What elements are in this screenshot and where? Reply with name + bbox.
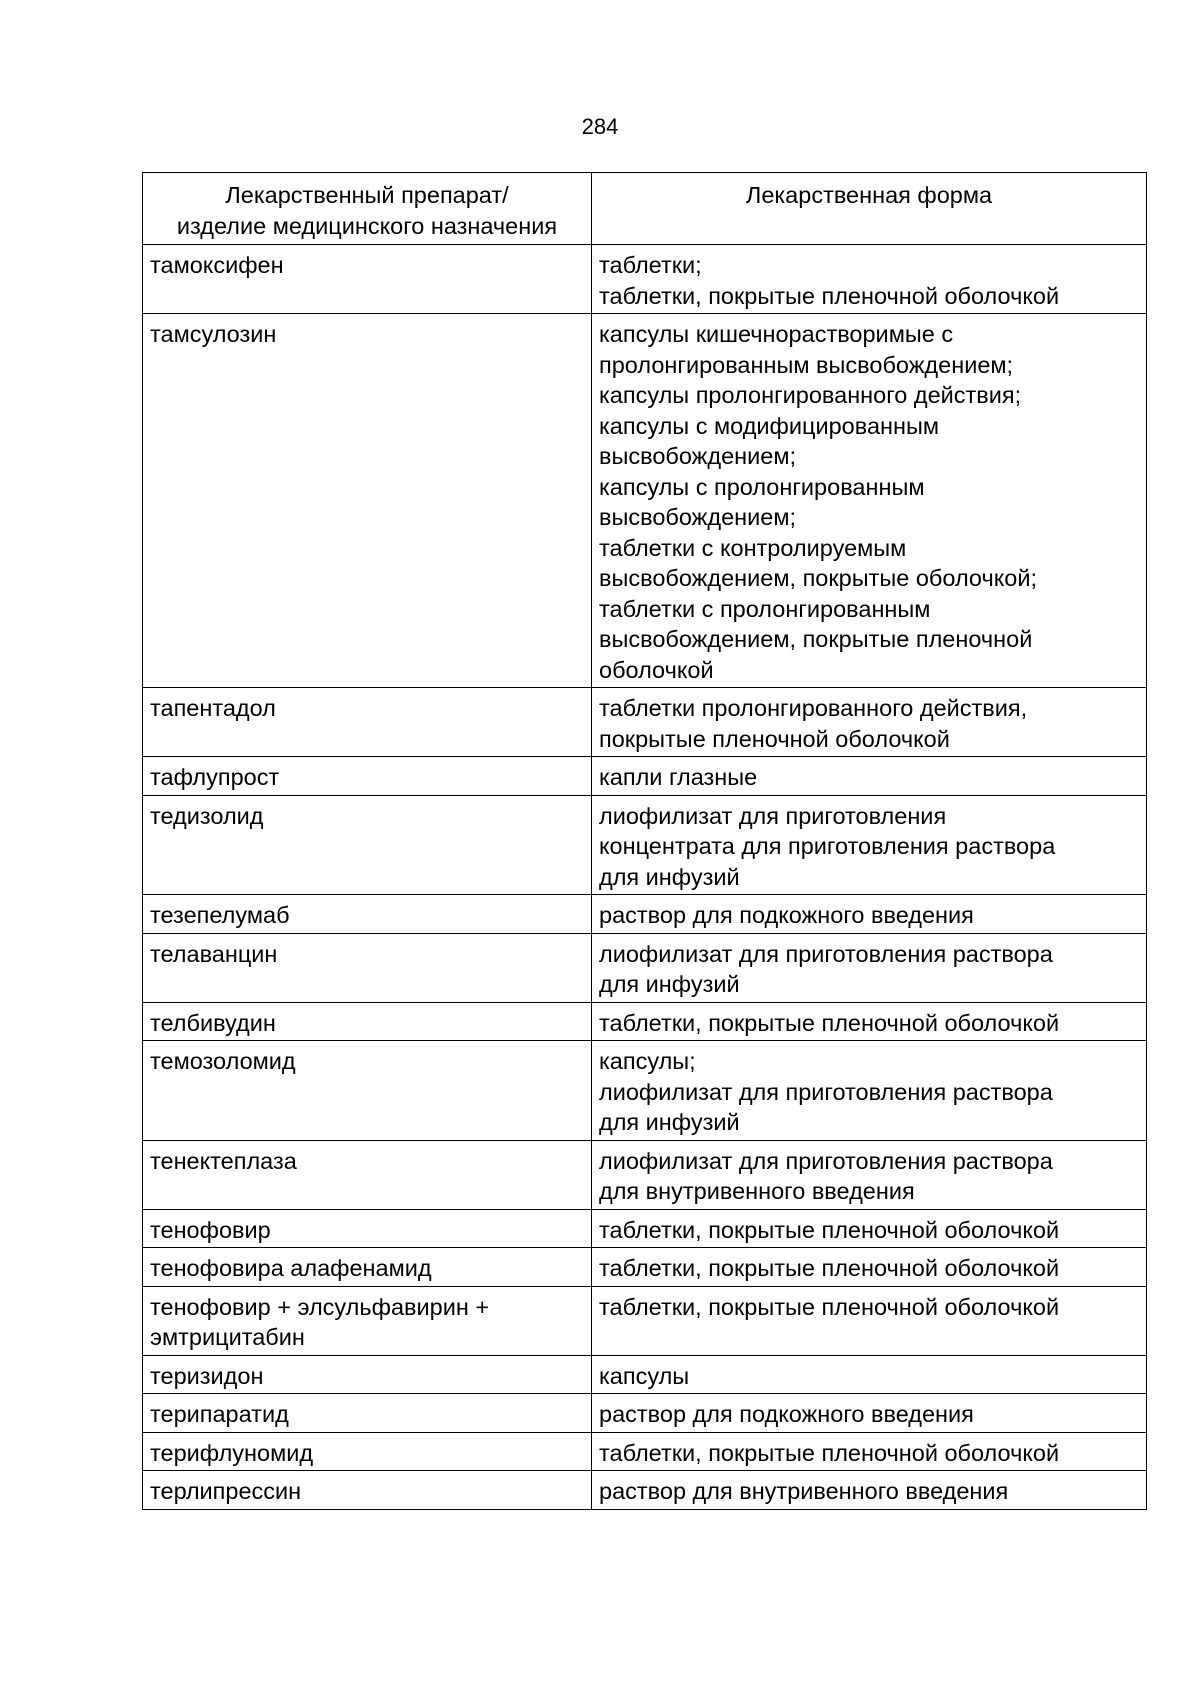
dosage-form-line: капсулы с модифицированным	[599, 412, 940, 439]
dosage-form-cell	[592, 795, 1147, 895]
dosage-form-line: таблетки, покрытые пленочной оболочкой	[599, 282, 1060, 309]
dosage-form-line: высвобождением, покрытые пленочной	[599, 626, 1033, 652]
dosage-form-line: таблетки;	[599, 252, 702, 278]
drug-name-cell	[143, 1286, 592, 1355]
header-drug	[143, 173, 592, 245]
dosage-form-line: таблетки пролонгированного действия,	[599, 695, 1028, 721]
dosage-form-line: капсулы пролонгированного действия;	[599, 382, 1022, 408]
dosage-form-line: капсулы;	[599, 1048, 696, 1074]
table-row	[143, 1140, 1147, 1209]
drug-name-line: тенофовира алафенамид	[150, 1255, 432, 1281]
drug-name-cell	[143, 1471, 592, 1510]
drug-name-cell	[143, 245, 592, 314]
dosage-form-cell	[592, 1355, 1147, 1394]
drug-name-line: тенофовир	[150, 1216, 271, 1243]
drug-name-cell	[143, 895, 592, 934]
dosage-form-cell	[592, 933, 1147, 1002]
dosage-form-cell	[592, 688, 1147, 757]
dosage-form-line: лиофилизат для приготовления раствора	[599, 940, 1053, 967]
page-number: 284	[581, 114, 619, 139]
drug-name-line: тедизолид	[150, 802, 264, 829]
drug-name-cell	[143, 1355, 592, 1394]
drug-name-cell	[143, 1041, 592, 1141]
table-row	[143, 314, 1147, 688]
drug-name-line: эмтрицитабин	[150, 1324, 305, 1350]
dosage-form-line: лиофилизат для приготовления	[599, 802, 947, 829]
dosage-form-line: таблетки, покрытые пленочной оболочкой	[599, 1255, 1060, 1281]
table-row	[143, 1209, 1147, 1248]
drug-name-cell	[143, 1394, 592, 1433]
drug-table	[142, 172, 1147, 1510]
table-row	[143, 1432, 1147, 1471]
dosage-form-line: высвобождением, покрытые оболочкой;	[599, 565, 1037, 591]
dosage-form-line: таблетки, покрытые пленочной оболочкой	[599, 1009, 1060, 1036]
table-row	[143, 895, 1147, 934]
dosage-form-line: высвобождением;	[599, 443, 797, 469]
drug-name-cell	[143, 1002, 592, 1041]
drug-name-line: терипаратид	[150, 1401, 289, 1427]
dosage-form-line: таблетки с пролонгированным	[599, 595, 931, 622]
dosage-form-cell	[592, 1471, 1147, 1510]
drug-name-line: телбивудин	[150, 1009, 276, 1036]
drug-name-line: телаванцин	[150, 940, 278, 967]
drug-name-line: тенектеплаза	[150, 1147, 297, 1174]
dosage-form-line: концентрата для приготовления раствора	[599, 833, 1056, 859]
dosage-form-line: высвобождением;	[599, 504, 797, 530]
drug-name-line: темозоломид	[150, 1048, 296, 1074]
drug-name-cell	[143, 933, 592, 1002]
drug-name-cell	[143, 688, 592, 757]
drug-name-line: тафлупрост	[150, 764, 280, 790]
dosage-form-cell	[592, 1286, 1147, 1355]
dosage-form-line: оболочкой	[599, 656, 714, 683]
dosage-form-cell	[592, 757, 1147, 796]
dosage-form-cell	[592, 1140, 1147, 1209]
table-header-row	[143, 173, 1147, 245]
dosage-form-cell	[592, 1209, 1147, 1248]
dosage-form-line: для внутривенного введения	[599, 1178, 915, 1204]
dosage-form-line: для инфузий	[599, 971, 740, 997]
drug-name-line: тамоксифен	[150, 252, 284, 278]
dosage-form-line: капли глазные	[599, 764, 758, 790]
dosage-form-line: пролонгированным высвобождением;	[599, 351, 1014, 378]
table-row	[143, 795, 1147, 895]
table-body	[143, 245, 1147, 1510]
table-row	[143, 1041, 1147, 1141]
table-row	[143, 1471, 1147, 1510]
drug-name-cell	[143, 1140, 592, 1209]
drug-name-line: терифлуномид	[150, 1439, 314, 1466]
drug-name-cell	[143, 795, 592, 895]
dosage-form-cell	[592, 314, 1147, 688]
drug-name-line: тенофовир + элсульфавирин +	[150, 1293, 490, 1320]
drug-name-cell	[143, 314, 592, 688]
dosage-form-cell	[592, 895, 1147, 934]
dosage-form-line: лиофилизат для приготовления раствора	[599, 1147, 1053, 1174]
table-row	[143, 1355, 1147, 1394]
dosage-form-line: раствор для подкожного введения	[599, 902, 974, 928]
dosage-form-cell	[592, 1432, 1147, 1471]
table-row	[143, 1286, 1147, 1355]
table-row	[143, 933, 1147, 1002]
dosage-form-line: таблетки с контролируемым	[599, 534, 907, 561]
dosage-form-cell	[592, 1041, 1147, 1141]
table-row	[143, 245, 1147, 314]
dosage-form-line: таблетки, покрытые пленочной оболочкой	[599, 1293, 1060, 1320]
header-form-line: Лекарственная форма	[745, 182, 993, 208]
dosage-form-line: раствор для подкожного введения	[599, 1401, 974, 1427]
drug-name-cell	[143, 1248, 592, 1287]
drug-name-line: терлипрессин	[150, 1478, 302, 1504]
header-form	[592, 173, 1147, 245]
drug-name-cell	[143, 1209, 592, 1248]
dosage-form-line: таблетки, покрытые пленочной оболочкой	[599, 1216, 1060, 1243]
dosage-form-line: для инфузий	[599, 1109, 740, 1135]
header-drug-line: изделие медицинского назначения	[176, 212, 558, 239]
table-row	[143, 757, 1147, 796]
drug-name-line: тезепелумаб	[150, 902, 290, 928]
dosage-form-cell	[592, 245, 1147, 314]
dosage-form-line: лиофилизат для приготовления раствора	[599, 1078, 1053, 1105]
dosage-form-cell	[592, 1394, 1147, 1433]
drug-name-line: теризидон	[150, 1362, 264, 1389]
dosage-form-line: капсулы с пролонгированным	[599, 473, 925, 500]
table-row	[143, 1248, 1147, 1287]
dosage-form-line: капсулы кишечнорастворимые с	[599, 321, 954, 347]
drug-name-line: тапентадол	[150, 695, 276, 721]
table-row	[143, 1002, 1147, 1041]
drug-name-cell	[143, 1432, 592, 1471]
dosage-form-line: капсулы	[599, 1362, 690, 1389]
table-row	[143, 688, 1147, 757]
drug-name-line: тамсулозин	[150, 321, 277, 347]
header-drug-line: Лекарственный препарат/	[225, 182, 509, 208]
dosage-form-line: для инфузий	[599, 863, 740, 890]
table-row	[143, 1394, 1147, 1433]
dosage-form-cell	[592, 1248, 1147, 1287]
dosage-form-line: покрытые пленочной оболочкой	[599, 725, 950, 752]
dosage-form-line: таблетки, покрытые пленочной оболочкой	[599, 1439, 1060, 1466]
dosage-form-line: раствор для внутривенного введения	[599, 1478, 1009, 1504]
dosage-form-cell	[592, 1002, 1147, 1041]
drug-name-cell	[143, 757, 592, 796]
